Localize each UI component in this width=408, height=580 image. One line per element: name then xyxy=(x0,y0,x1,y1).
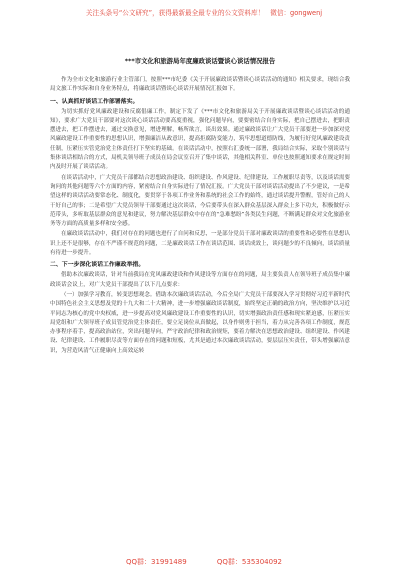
section-heading: 二、下一步深化谈话工作廉政举措。 xyxy=(50,262,145,269)
body-paragraph: 作为全市文化和旅游行业主管部门，按照***市纪委《关于开展廉政谈话暨谈心谈话活动的通知》相关要求，现结合我局文旅工作实际和自身业务特点，将廉政谈话暨谈心谈话开展情况汇报如下。 xyxy=(50,77,350,93)
footer-qq-1: QQ群：31991489 xyxy=(126,558,187,566)
document-title: ***市文化和旅游局年度廉政谈话暨谈心谈话情况报告 xyxy=(124,57,276,65)
document-body xyxy=(50,76,350,356)
wechat-id: 微信：gongwenj xyxy=(270,9,323,17)
footer-qq-2: QQ群：535304092 xyxy=(216,558,282,566)
body-paragraph: 在谈话活动中，广大党员干部都结合思想政治建设、组织建设、作风建设、纪律建设、工作履职尽责等，以及谈话需要询问的其他问题等六个方面的内容，紧密结合自身实际进行了情况汇报。广大党员干部对谈话活动提出了不少建议，一是希望这样的谈话活动要常态化、制度化，要贯穿于各项工作业务和系统的社会工作的始终，通过谈话提升警醒，管好自己的人干好自己的事；二是希望广大党员领导干部要通过这次谈话，今后要带头在深入群众基层深入群众上多下功夫，积极做好示范带头，多听取基层群众的意见和建议，努力解决基层群众中存在的“急难愁盼”各类民生问题，不断满足群众对文化旅游业务等方面的高质量多样和安全感。 xyxy=(50,174,350,228)
promo-banner xyxy=(0,4,408,22)
section-heading: 一、认真抓好谈话工作部署落实。 xyxy=(50,98,139,105)
footer xyxy=(0,556,408,568)
promo-banner-text: 关注头条号“公文研究”，获得最新最全最专业的公文资料库！ xyxy=(85,9,265,17)
body-paragraph: 在廉政谈话活动中，我们对存在的问题也进行了自问和反思，一是部分党员干部对廉政谈话的重要性和必要性在思想认识上还不是很够，存在不严谨不规范的问题，二是廉政谈话工作在谈话范围、谈话成效上，谈问题少的不良倾向，谈话质量有待进一步提升。 xyxy=(50,231,350,257)
body-paragraph: 借助本次廉政谈话，针对当前我局在党风廉政建设和作风建设等方面存在的问题，局主要负责人在领导班子成员集中廉政谈话会议上，对广大党员干部提出了以下几点要求： xyxy=(50,272,350,288)
body-paragraph: （一）加强学习教育，转变思想观念。借助本次廉政谈话活动，今后全局广大党员干部要深入学习贯彻好习近平新时代中国特色社会主义思想及党的十九大和二十大精神，进一步增强廉政谈话制度，始终坚定正确的政治方向，坚决维护以习近平同志为核心的党中央权威，进一步提高对党风廉政建设工作重要性的认识，切实增强政治责任感和现实紧迫感，压紧压实局党组和广大领导班子成员管党治党主体责任，要立足岗位从真做起，以身作则勇于担当，着力从完善各项工作制度，规范办事程序着手，提高政治站位，突出问题导向，严守政治纪律和政治规矩，要着力解决在思想政治建设、组织建设、作风建设、纪律建设、工作履职尽责等方面存在的问题和短板，尤其是通过本次廉政谈话活动，要层层压实责任，带头增强廉洁意识，为营造风清气正健康向上高效运转 xyxy=(50,291,350,354)
body-paragraph: 为切实抓好党风廉政建设和反腐倡廉工作，制定下发了《***市文化和旅游局关于开展廉政谈话暨谈心谈话活动的通知》，要求广大党员干部要对这次谈心谈话活动要高度重视，强化问题导向，要要密结合自身实际，把自己摆进去，把职责摆进去，把工作摆进去，通过交换意见，增进理解，畅所欲言，谈出效果。通过廉政谈话让广大党员干部要进一步加深对党风廉政建设工作重要性的思想认识，增强廉洁从政意识，提高拒腐防变能力，筑牢思想道德防线，为履行好党风廉政建设责任制，压紧压实管党治党主体责任打下坚实的基础。在谈话活动中，按照右汇委统一部署，我局结合实际，采取个别谈话与集体谈话相结合的方式，局机关领导班子成员在局会议室召开了集中谈话，其他相关科室、单位也按照通知要求在规定时间内及时开展了谈话活动。 xyxy=(50,108,350,171)
document-page xyxy=(50,56,350,357)
